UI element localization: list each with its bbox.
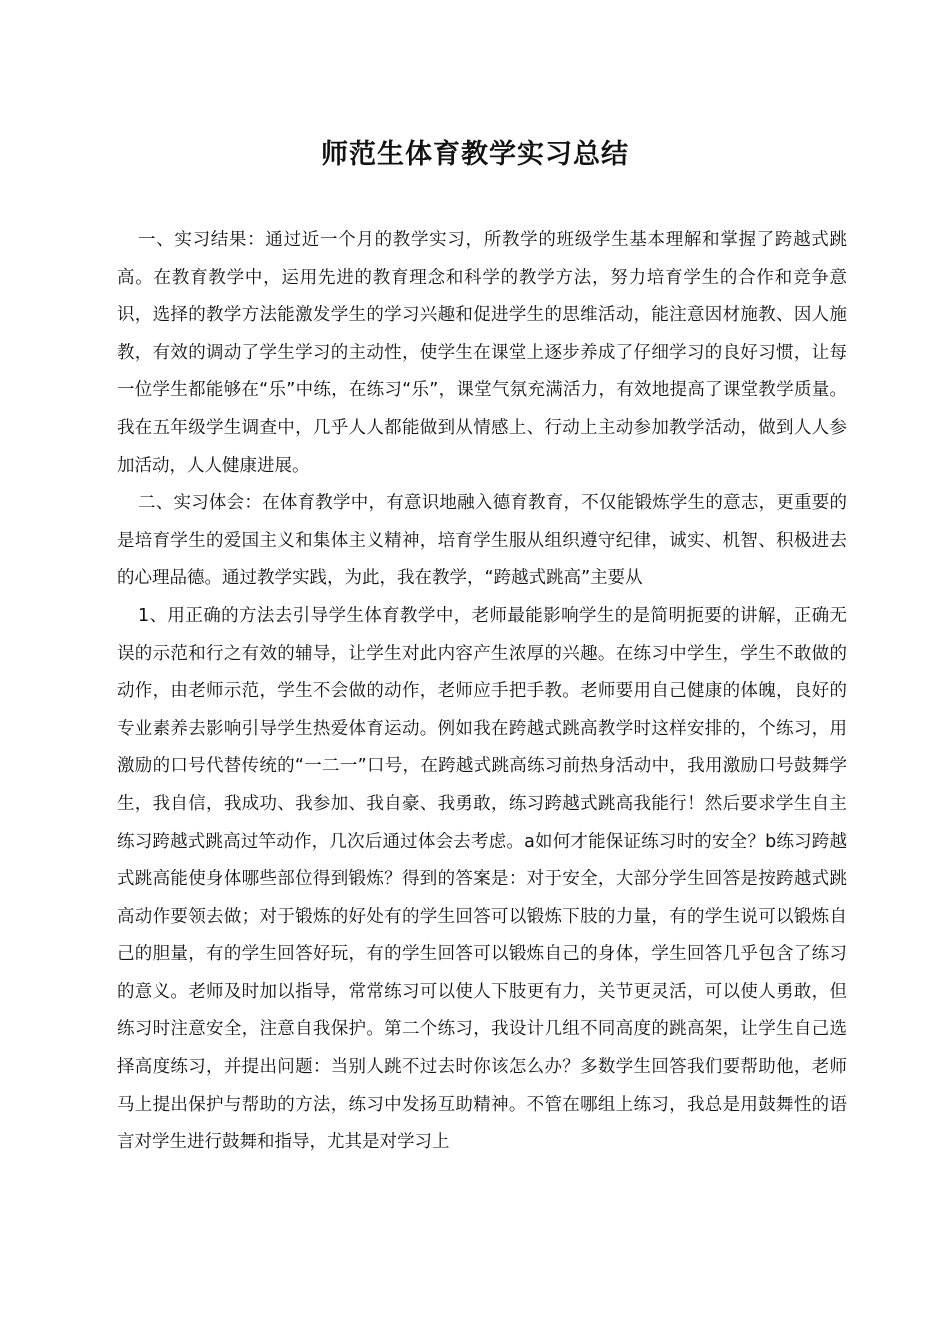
- paragraph-results: 一、实习结果：通过近一个月的教学实习，所教学的班级学生基本理解和掌握了跨越式跳高。在教育教学中，运用先进的教育理念和科学的教学方法，努力培育学生的合作和竞争意识，选择的教学方法能激发学生的学习兴趣和促进学生的思维活动，能注意因材施教、因人施教，有效的调动了学生学习的主动性，使学生在课堂上逐步养成了仔细学习的良好习惯，让每一位学生都能够在“乐”中练，在练习“乐”，课堂气氛充满活力，有效地提高了课堂教学质量。我在五年级学生调查中，几乎人人都能做到从情感上、行动上主动参加教学活动，做到人人参加活动，人人健康进展。: [117, 230, 847, 476]
- paragraph-experience: 二、实习体会：在体育教学中，有意识地融入德育教育，不仅能锻炼学生的意志，更重要的是培育学生的爱国主义和集体主义精神，培育学生服从组织遵守纪律，诚实、机智、积极进去的心理品德。通过教学实践，为此，我在教学，“跨越式跳高”主要从: [117, 493, 847, 589]
- document-title: 师范生体育教学实习总结: [321, 139, 629, 170]
- paragraph-method: 1、用正确的方法去引导学生体育教学中，老师最能影响学生的是简明扼要的讲解，正确无误的示范和行之有效的辅导，让学生对此内容产生浓厚的兴趣。在练习中学生，学生不敢做的动作，由老师示范，学生不会做的动作，老师应手把手教。老师要用自己健康的体魄，良好的专业素养去影响引导学生热爱体育运动。例如我在跨越式跳高教学时这样安排的，个练习，用激励的口号代替传统的“一二一”口号，在跨越式跳高练习前热身活动中，我用激励口号鼓舞学生，我自信，我成功、我参加、我自豪、我勇敢，练习跨越式跳高我能行！然后要求学生自主练习跨越式跳高过竿动作，几次后通过体会去考虑。a如何才能保证练习时的安全？b练习跨越式跳高能使身体哪些部位得到锻炼？得到的答案是：对于安全，大部分学生回答是按跨越式跳高动作要领去做；对于锻炼的好处有的学生回答可以锻炼下肢的力量，有的学生说可以锻炼自己的胆量，有的学生回答好玩，有的学生回答可以锻炼自己的身体，学生回答几乎包含了练习的意义。老师及时加以指导，常常练习可以使人下肢更有力，关节更灵活，可以使人勇敢，但练习时注意安全，注意自我保护。第二个练习，我设计几组不同高度的跳高架，让学生自己选择高度练习，并提出问题：当别人跳不过去时你该怎么办？多数学生回答我们要帮助他，老师马上提出保护与帮助的方法，练习中发扬互助精神。不管在哪组上练习，我总是用鼓舞性的语言对学生进行鼓舞和指导，尤其是对学习上: [117, 605, 847, 1153]
- document-body: [117, 222, 847, 1162]
